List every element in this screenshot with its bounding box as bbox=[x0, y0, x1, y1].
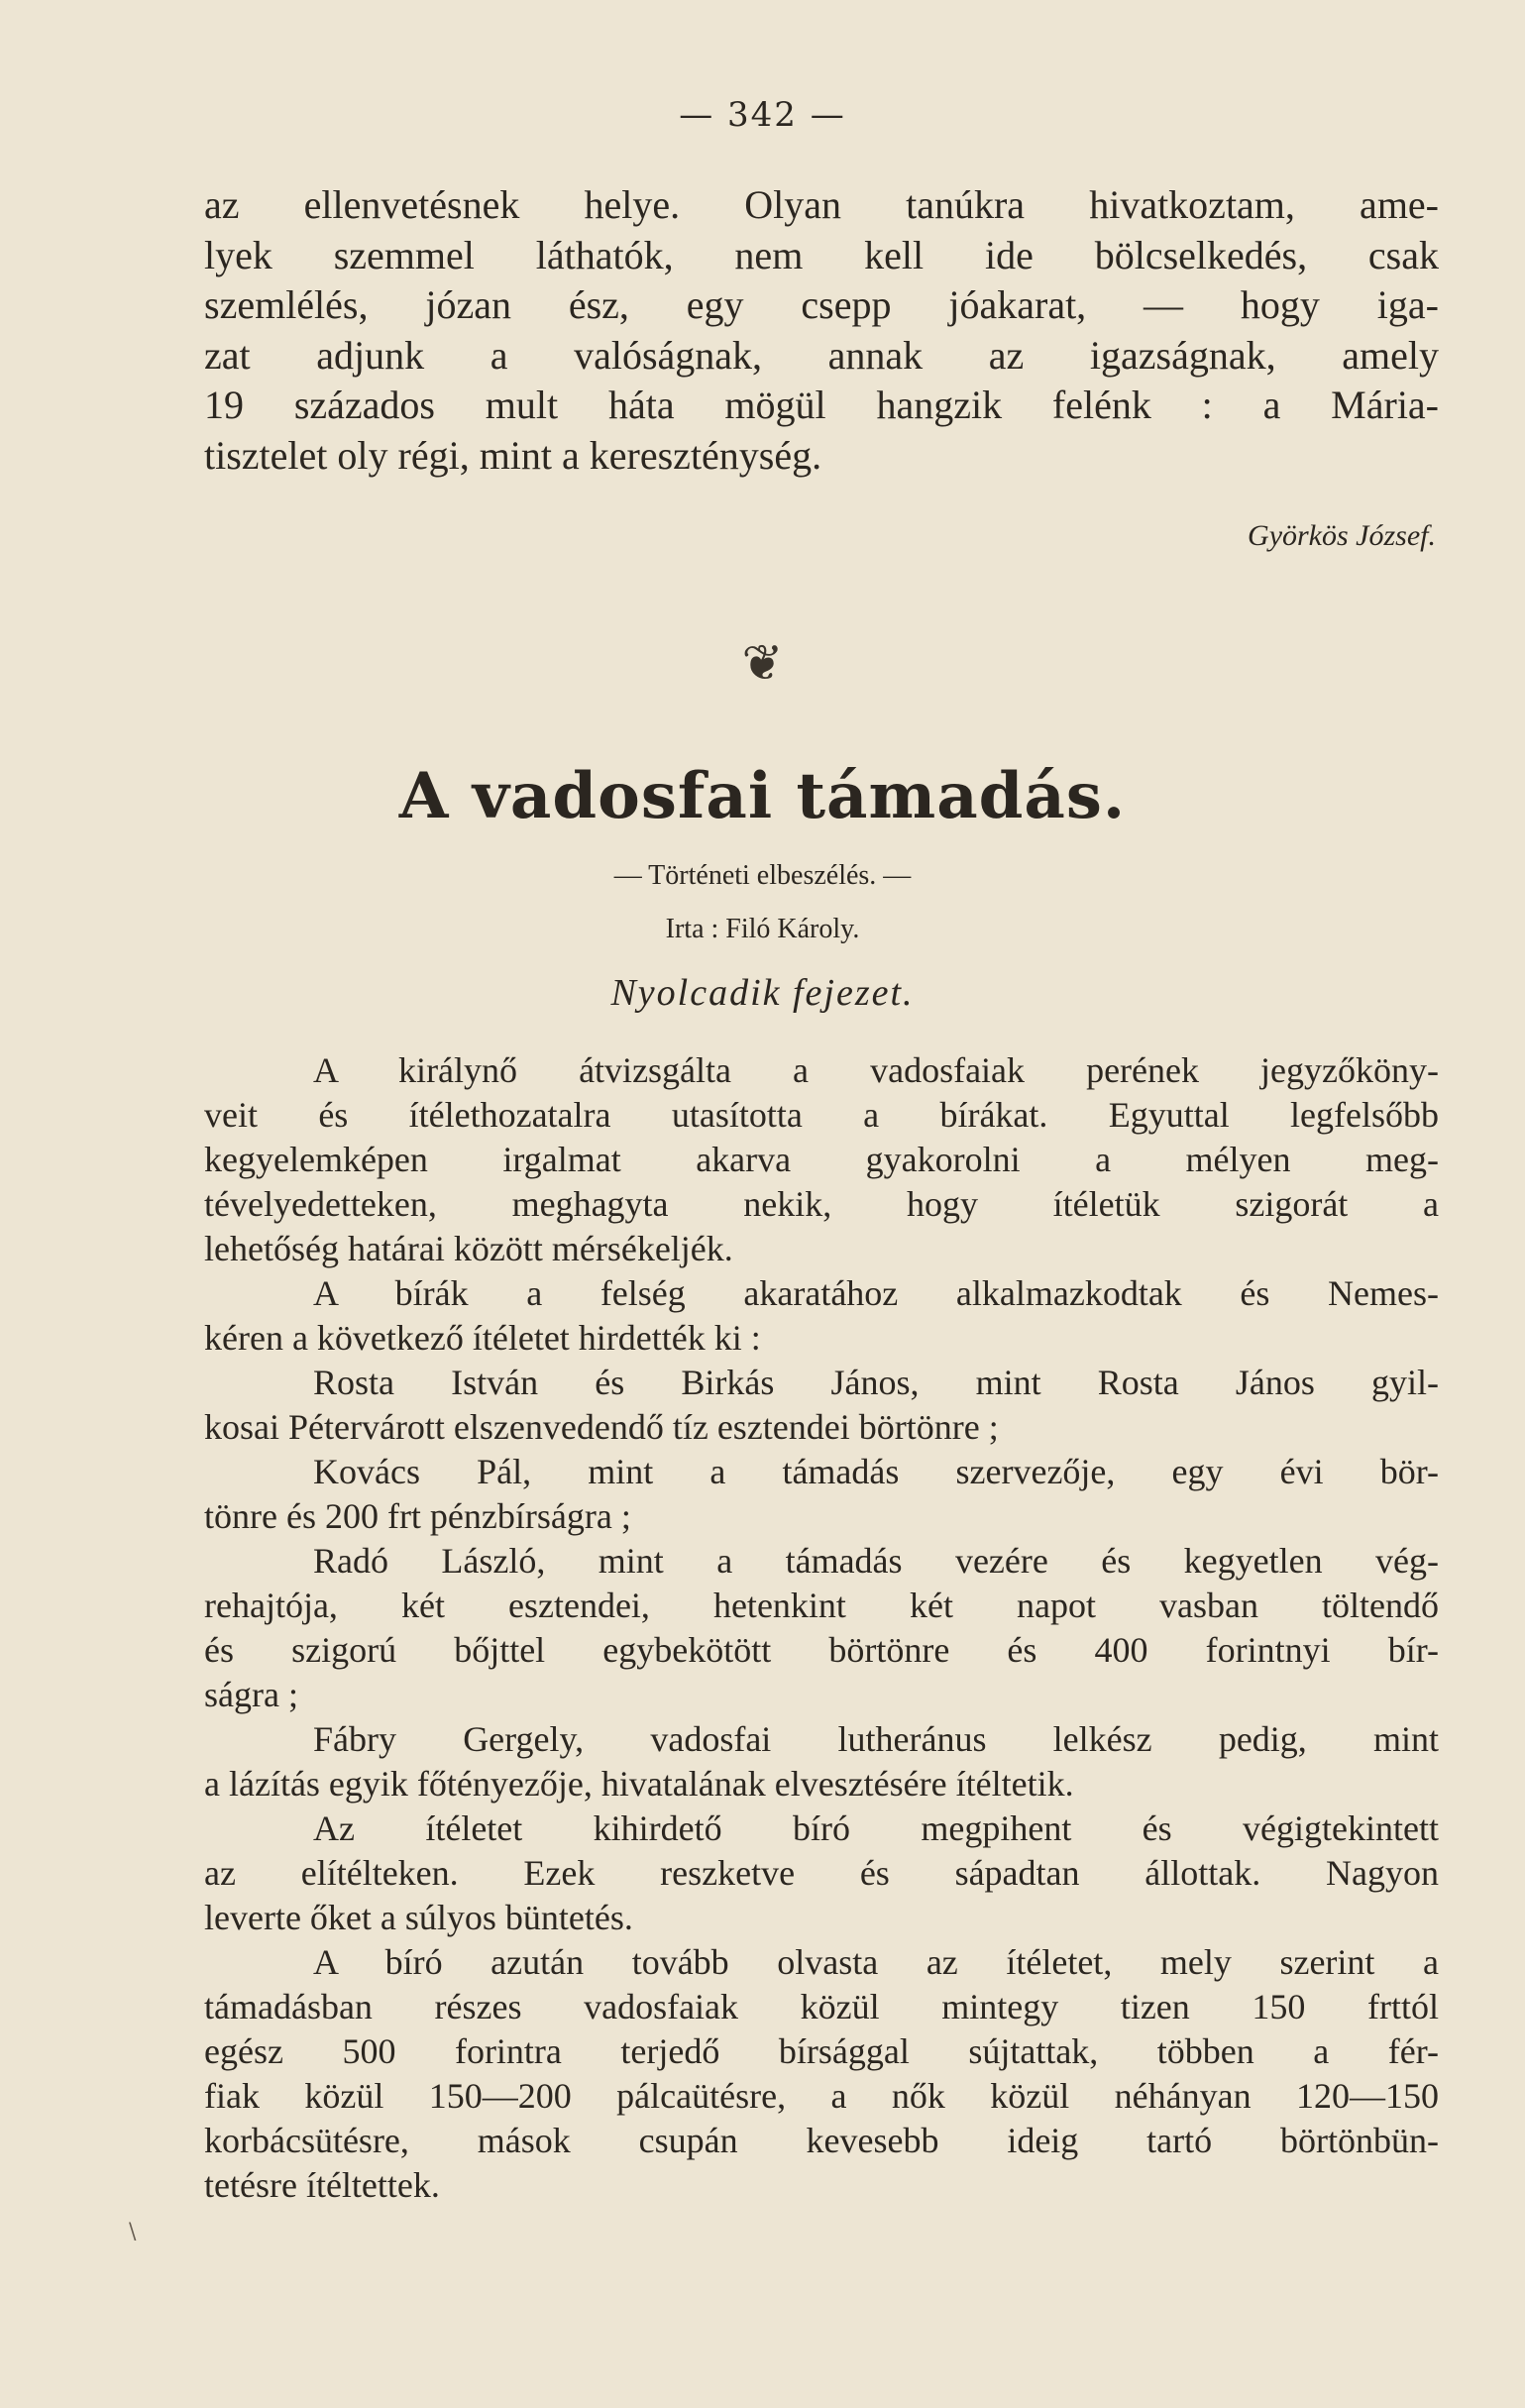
text-line: az ellenvetésnek helye. Olyan tanúkra hivatkoztam, ame- bbox=[204, 182, 1439, 227]
text-line: tévelyedetteken, meghagyta nekik, hogy ítéletük szigorát a bbox=[204, 1184, 1439, 1224]
text-line: lehetőség határai között mérsékeljék. bbox=[204, 1229, 733, 1268]
text-line: szemlélés, józan ész, egy csepp jóakarat, — hogy iga- bbox=[204, 282, 1439, 327]
text-line: A bírák a felség akaratához alkalmazkodtak és Nemes- bbox=[313, 1273, 1439, 1313]
text-line: támadásban részes vadosfaiak közül mintegy tizen 150 frttól bbox=[204, 1987, 1439, 2026]
text-line: 19 százados mult háta mögül hangzik felénk : a Mária- bbox=[204, 383, 1439, 427]
chapter-heading: Nyolcadik fejezet. bbox=[610, 972, 915, 1014]
text-line: és szigorú bőjttel egybekötött börtönre és 400 forintnyi bír- bbox=[204, 1630, 1439, 1670]
text-line: Radó László, mint a támadás vezére és kegyetlen vég- bbox=[313, 1541, 1439, 1581]
text-line: leverte őket a súlyos büntetés. bbox=[204, 1898, 633, 1937]
text-line: ságra ; bbox=[204, 1675, 298, 1714]
text-line: kéren a következő ítéletet hirdették ki : bbox=[204, 1318, 761, 1358]
text-line: Fábry Gergely, vadosfai lutheránus lelkész pedig, mint bbox=[313, 1719, 1439, 1759]
text-line: A királynő átvizsgálta a vadosfaiak perének jegyzőköny- bbox=[313, 1050, 1439, 1090]
text-line: kosai Pétervárott elszenvedendő tíz esztendei börtönre ; bbox=[204, 1407, 999, 1447]
article-subtitle: — Történeti elbeszélés. — bbox=[613, 860, 912, 891]
page-number: — 342 — bbox=[679, 95, 846, 135]
stray-mark: \ bbox=[129, 2220, 137, 2244]
text-line: rehajtója, két esztendei, hetenkint két napot vasban töltendő bbox=[204, 1586, 1439, 1625]
text-line: tisztelet oly régi, mint a kereszténység. bbox=[204, 432, 822, 478]
text-line: egész 500 forintra terjedő bírsággal sújtattak, többen a fér- bbox=[204, 2031, 1439, 2071]
text-line: veit és ítélethozatalra utasította a bírákat. Egyuttal legfelsőbb bbox=[204, 1095, 1439, 1135]
text-line: az elítélteken. Ezek reszketve és sápadtan állottak. Nagyon bbox=[204, 1853, 1439, 1893]
article-author: Irta : Filó Károly. bbox=[665, 914, 860, 944]
ornament-icon: ❦ bbox=[741, 634, 784, 692]
text-line: lyek szemmel láthatók, nem kell ide bölcselkedés, csak bbox=[204, 232, 1439, 277]
text-line: Rosta István és Birkás János, mint Rosta János gyil- bbox=[313, 1363, 1439, 1402]
text-line: fiak közül 150—200 pálcaütésre, a nők közül néhányan 120—150 bbox=[204, 2076, 1439, 2116]
text-line: tönre és 200 frt pénzbírságra ; bbox=[204, 1496, 631, 1536]
text-line: tetésre ítéltettek. bbox=[204, 2165, 440, 2205]
text-line: korbácsütésre, mások csupán kevesebb ideig tartó börtönbün- bbox=[204, 2121, 1439, 2160]
text-line: A bíró azután tovább olvasta az ítéletet, mely szerint a bbox=[313, 1942, 1439, 1982]
article-title: A vadosfai támadás. bbox=[398, 759, 1127, 833]
chapter-body bbox=[204, 1048, 1439, 2208]
text-line: Kovács Pál, mint a támadás szervezője, egy évi bör- bbox=[313, 1452, 1439, 1491]
text-line: Az ítéletet kihirdető bíró megpihent és végigtekintett bbox=[313, 1808, 1439, 1848]
text-line: a lázítás egyik főtényezője, hivatalának elvesztésére ítéltetik. bbox=[204, 1764, 1074, 1804]
text-line: kegyelemképen irgalmat akarva gyakorolni a mélyen meg- bbox=[204, 1140, 1439, 1179]
text-line: zat adjunk a valóságnak, annak az igazságnak, amely bbox=[204, 332, 1439, 378]
signature: Györkös József. bbox=[1248, 519, 1436, 552]
closing-paragraph bbox=[204, 180, 1439, 481]
